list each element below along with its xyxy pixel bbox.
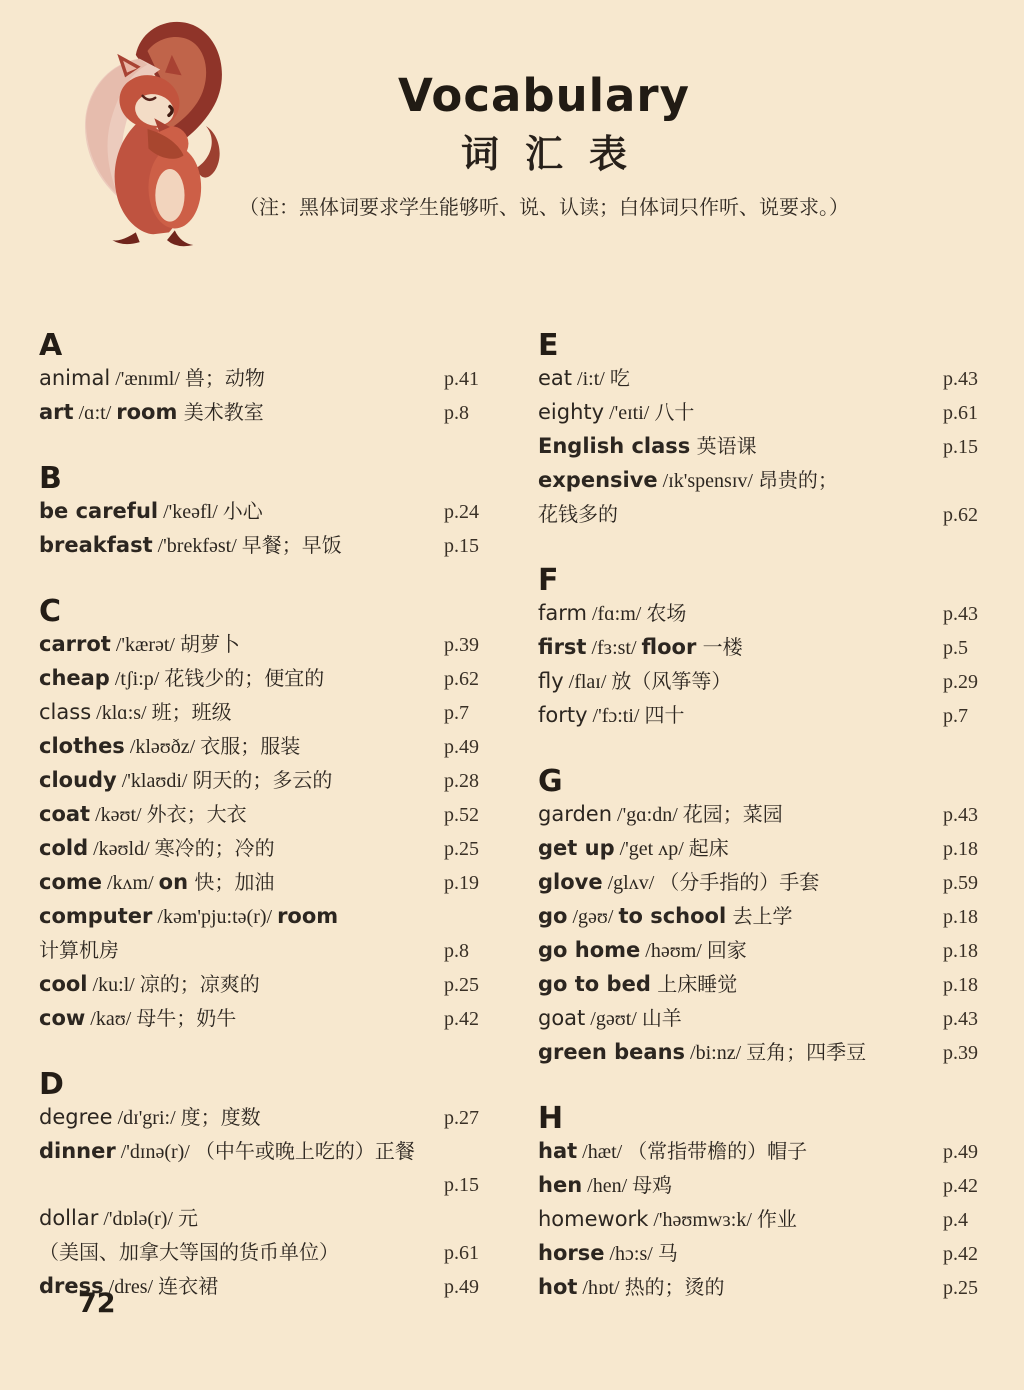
vocab-entry-line xyxy=(39,396,486,430)
vocab-entry-line xyxy=(39,628,486,662)
page-ref: p.18 xyxy=(943,838,978,860)
chinese-gloss: 豆角；四季豆 xyxy=(746,1040,867,1064)
vocab-entry-line xyxy=(39,968,486,1002)
entry-text xyxy=(538,464,943,498)
page-ref: p.62 xyxy=(943,504,978,526)
chinese-gloss: 阴天的；多云的 xyxy=(192,768,333,792)
word: dress xyxy=(39,1274,104,1298)
vocab-entry-line xyxy=(39,1002,486,1036)
entry-text xyxy=(39,1202,444,1236)
chinese-gloss: （常指带檐的）帽子 xyxy=(627,1139,808,1163)
phonetic: /fɑ:m/ xyxy=(586,603,647,625)
phonetic: /bi:nz/ xyxy=(685,1042,747,1064)
chinese-gloss: 回家 xyxy=(706,938,747,962)
usage-note: （注：黑体词要求学生能够听、说、认读；白体词只作听、说要求。） xyxy=(239,195,849,219)
entry-text xyxy=(39,696,444,730)
entry-text xyxy=(538,430,943,463)
page-ref: p.5 xyxy=(943,637,968,659)
page-ref: p.43 xyxy=(943,368,978,390)
page-ref: p.18 xyxy=(943,940,978,962)
vocab-entry-line xyxy=(39,900,486,934)
phonetic: /'ænɪml/ xyxy=(110,368,185,390)
word: degree xyxy=(39,1105,113,1129)
phonetic: /glʌv/ xyxy=(602,872,660,894)
vocab-entry-line xyxy=(538,1036,985,1070)
section-letter: D xyxy=(39,1067,64,1102)
vocab-columns xyxy=(0,330,1024,1305)
entry-text xyxy=(538,832,943,866)
page-ref: p.24 xyxy=(444,501,479,523)
chinese-gloss: 四十 xyxy=(644,703,685,727)
entry-text xyxy=(538,900,943,934)
entry-text xyxy=(39,362,444,396)
phonetic: /'həʊmwɜ:k/ xyxy=(648,1209,757,1231)
chinese-gloss: 英语课 xyxy=(690,434,757,458)
entry-text xyxy=(538,1002,943,1036)
chinese-gloss: 连衣裙 xyxy=(158,1274,219,1298)
chinese-gloss: 元 xyxy=(177,1206,198,1230)
page-ref: p.39 xyxy=(444,634,479,656)
chinese-gloss: 美术教室 xyxy=(177,400,264,424)
vocab-entry-line xyxy=(538,968,985,1002)
entry-text xyxy=(538,798,943,832)
section-letter: H xyxy=(538,1101,564,1136)
vocab-entry-line xyxy=(538,900,985,934)
word: cow xyxy=(39,1006,86,1030)
vocab-entry-line xyxy=(538,934,985,968)
chinese-gloss: 花钱少的；便宜的 xyxy=(164,666,325,690)
word: eighty xyxy=(538,400,605,424)
entry-text xyxy=(39,1236,444,1269)
vocab-entry-line xyxy=(39,1236,486,1270)
phonetic: /gəʊ/ xyxy=(567,906,619,928)
chinese-gloss: 作业 xyxy=(756,1207,797,1231)
chinese-gloss: 一楼 xyxy=(696,635,743,659)
page-ref: p.42 xyxy=(943,1243,978,1265)
page-ref: p.42 xyxy=(943,1175,978,1197)
word: computer xyxy=(39,904,153,928)
vocab-section-d xyxy=(39,1069,486,1304)
vocab-entry-line xyxy=(538,1002,985,1036)
vocab-entry-line xyxy=(538,597,985,631)
vocab-entry-line xyxy=(538,464,985,498)
vocab-section-f xyxy=(538,565,985,733)
vocab-entry-line xyxy=(39,798,486,832)
entry-text xyxy=(39,1002,444,1036)
vocab-section-b xyxy=(39,463,486,563)
chinese-gloss: 昂贵的； xyxy=(757,468,838,492)
word: to school xyxy=(618,904,727,928)
phonetic: /kləʊðz/ xyxy=(124,736,201,758)
chinese-gloss: 去上学 xyxy=(726,904,793,928)
word: goat xyxy=(538,1006,586,1030)
vocab-entry-line xyxy=(538,699,985,733)
phonetic: /fɜ:st/ xyxy=(586,637,642,659)
page-ref: p.43 xyxy=(943,1008,978,1030)
phonetic: /flaɪ/ xyxy=(563,671,612,693)
word: garden xyxy=(538,802,613,826)
chinese-gloss: 兽；动物 xyxy=(184,366,265,390)
squirrels-illustration xyxy=(50,10,245,248)
vocab-section-c xyxy=(39,596,486,1036)
word: animal xyxy=(39,366,111,390)
chinese-gloss: 快；加油 xyxy=(188,870,275,894)
entry-text xyxy=(39,662,444,696)
word: art xyxy=(39,400,74,424)
page-ref: p.49 xyxy=(444,1276,479,1298)
chinese-gloss: 早餐；早饭 xyxy=(241,533,342,557)
word: breakfast xyxy=(39,533,153,557)
entry-text xyxy=(39,832,444,866)
vocab-column xyxy=(538,330,985,1305)
section-letter: F xyxy=(538,563,559,598)
word: fly xyxy=(538,669,564,693)
phonetic: /'gɑ:dn/ xyxy=(612,804,683,826)
page-ref: p.61 xyxy=(943,402,978,424)
chinese-gloss: （分手指的）手套 xyxy=(659,870,820,894)
phonetic: /hɔ:s/ xyxy=(604,1243,658,1265)
word: floor xyxy=(641,635,697,659)
word: dinner xyxy=(39,1139,116,1163)
vocab-entry-line xyxy=(39,696,486,730)
chinese-gloss: （美国、加拿大等国的货币单位） xyxy=(39,1240,339,1264)
phonetic: /'brekfəst/ xyxy=(152,535,242,557)
phonetic: /'dɒlə(r)/ xyxy=(98,1208,178,1230)
vocab-column xyxy=(39,330,486,1305)
vocab-section-g xyxy=(538,766,985,1070)
page-ref: p.62 xyxy=(444,668,479,690)
vocab-section-e xyxy=(538,330,985,532)
page-ref: p.25 xyxy=(943,1277,978,1299)
word: go home xyxy=(538,938,641,962)
phonetic: /i:t/ xyxy=(572,368,610,390)
phonetic: /kaʊ/ xyxy=(85,1008,137,1030)
page-ref: p.27 xyxy=(444,1107,479,1129)
phonetic: /'get ʌp/ xyxy=(614,838,689,860)
chinese-gloss: 花钱多的 xyxy=(538,502,618,526)
vocab-entry-line xyxy=(39,1101,486,1135)
entry-text xyxy=(39,396,444,430)
phonetic: /gəʊt/ xyxy=(585,1008,642,1030)
word: green beans xyxy=(538,1040,686,1064)
vocab-entry-line xyxy=(39,495,486,529)
vocab-entry-line xyxy=(538,631,985,665)
chinese-gloss: 胡萝卜 xyxy=(179,632,240,656)
entry-text xyxy=(538,498,943,531)
entry-text xyxy=(538,1237,943,1271)
word: get up xyxy=(538,836,615,860)
vocab-entry-line xyxy=(538,362,985,396)
vocab-entry-line xyxy=(538,498,985,532)
page-subtitle-chinese: 词汇表 xyxy=(460,131,653,176)
entry-text xyxy=(39,968,444,1002)
vocab-entry-line xyxy=(538,396,985,430)
vocab-entry-line xyxy=(538,832,985,866)
phonetic: /hæt/ xyxy=(577,1141,628,1163)
chinese-gloss: 起床 xyxy=(688,836,729,860)
page-ref: p.4 xyxy=(943,1209,968,1231)
vocab-entry-line xyxy=(538,430,985,464)
phonetic: /'dɪnə(r)/ xyxy=(115,1141,195,1163)
vocab-section-a xyxy=(39,330,486,430)
word: clothes xyxy=(39,734,125,758)
word: horse xyxy=(538,1241,605,1265)
chinese-gloss: 花园；菜园 xyxy=(682,802,783,826)
entry-text xyxy=(538,1135,943,1169)
word: hot xyxy=(538,1275,578,1299)
phonetic: /ku:l/ xyxy=(87,974,140,996)
vocab-entry-line xyxy=(538,1203,985,1237)
entry-text xyxy=(39,1135,444,1169)
word: dollar xyxy=(39,1206,99,1230)
section-letter: A xyxy=(39,328,63,363)
page-ref: p.29 xyxy=(943,671,978,693)
phonetic: /kəʊt/ xyxy=(90,804,147,826)
word: farm xyxy=(538,601,587,625)
entry-text xyxy=(538,1036,943,1070)
vocab-entry-line xyxy=(39,866,486,900)
vocab-entry-line xyxy=(538,798,985,832)
chinese-gloss: （中午或晚上吃的）正餐 xyxy=(194,1139,415,1163)
entry-text xyxy=(538,362,943,396)
page-ref: p.43 xyxy=(943,603,978,625)
phonetic: /kəm'pju:tə(r)/ xyxy=(152,906,278,928)
word: on xyxy=(158,870,189,894)
section-letter: G xyxy=(538,764,563,799)
word: English class xyxy=(538,434,691,458)
chinese-gloss: 外衣；大衣 xyxy=(146,802,247,826)
phonetic: /klɑ:s/ xyxy=(91,702,152,724)
vocab-entry-line xyxy=(39,1135,486,1169)
entry-text xyxy=(538,866,943,900)
word: room xyxy=(116,400,178,424)
phonetic: /hɒt/ xyxy=(577,1277,625,1299)
entry-text xyxy=(538,1271,943,1305)
chinese-gloss: 农场 xyxy=(646,601,687,625)
vocab-entry-line xyxy=(39,934,486,968)
chinese-gloss: 小心 xyxy=(222,499,263,523)
chinese-gloss: 凉的；凉爽的 xyxy=(139,972,260,996)
folio-page-number: 72 xyxy=(78,1288,116,1319)
vocab-entry-line xyxy=(538,665,985,699)
chinese-gloss: 度；度数 xyxy=(180,1105,261,1129)
word: be careful xyxy=(39,499,159,523)
page-ref: p.43 xyxy=(943,804,978,826)
word: go to bed xyxy=(538,972,651,996)
entry-text xyxy=(39,495,444,529)
chinese-gloss: 八十 xyxy=(654,400,695,424)
entry-text xyxy=(538,665,943,699)
section-letter: B xyxy=(39,461,62,496)
page-ref: p.18 xyxy=(943,974,978,996)
phonetic: /'eɪti/ xyxy=(604,402,655,424)
page-ref: p.15 xyxy=(444,1174,479,1196)
page-ref: p.42 xyxy=(444,1008,479,1030)
chinese-gloss: 放（风筝等） xyxy=(611,669,732,693)
page-ref: p.7 xyxy=(444,702,469,724)
phonetic: /'keəfl/ xyxy=(158,501,223,523)
word: coat xyxy=(39,802,91,826)
page-ref: p.8 xyxy=(444,940,469,962)
vocab-entry-line xyxy=(39,832,486,866)
chinese-gloss: 母鸡 xyxy=(632,1173,673,1197)
word: hen xyxy=(538,1173,583,1197)
entry-text xyxy=(538,1203,943,1237)
vocab-entry-line xyxy=(538,866,985,900)
page-ref: p.41 xyxy=(444,368,479,390)
entry-text xyxy=(538,396,943,430)
word: cloudy xyxy=(39,768,117,792)
chinese-gloss: 寒冷的；冷的 xyxy=(154,836,275,860)
chinese-gloss: 衣服；服装 xyxy=(200,734,301,758)
word: class xyxy=(39,700,92,724)
page-ref: p.19 xyxy=(444,872,479,894)
page-ref: p.15 xyxy=(943,436,978,458)
phonetic: /dres/ xyxy=(103,1276,159,1298)
entry-text xyxy=(39,730,444,764)
section-letter: C xyxy=(39,594,62,629)
entry-text xyxy=(39,529,444,563)
vocab-entry-line xyxy=(538,1169,985,1203)
phonetic: /hen/ xyxy=(582,1175,633,1197)
word: go xyxy=(538,904,568,928)
entry-text xyxy=(39,628,444,662)
entry-text xyxy=(538,597,943,631)
entry-text xyxy=(538,699,943,733)
phonetic: /kəʊld/ xyxy=(88,838,155,860)
entry-text xyxy=(538,1169,943,1203)
chinese-gloss: 班；班级 xyxy=(151,700,232,724)
chinese-gloss: 热的；烫的 xyxy=(624,1275,725,1299)
entry-text xyxy=(39,764,444,798)
vocab-entry-line xyxy=(39,1202,486,1236)
page-ref: p.8 xyxy=(444,402,469,424)
entry-text xyxy=(39,798,444,832)
chinese-gloss: 计算机房 xyxy=(39,938,119,962)
word: come xyxy=(39,870,102,894)
phonetic: /ɑ:t/ xyxy=(73,402,117,424)
phonetic: /kʌm/ xyxy=(102,872,159,894)
page-ref: p.18 xyxy=(943,906,978,928)
page-title: Vocabulary xyxy=(398,69,690,122)
page-ref: p.59 xyxy=(943,872,978,894)
vocab-entry-line xyxy=(39,764,486,798)
vocab-entry-line xyxy=(39,362,486,396)
page-ref: p.7 xyxy=(943,705,968,727)
vocab-entry-line xyxy=(538,1271,985,1305)
word: first xyxy=(538,635,587,659)
word: room xyxy=(277,904,339,928)
word: glove xyxy=(538,870,603,894)
page-ref: p.52 xyxy=(444,804,479,826)
word: carrot xyxy=(39,632,111,656)
chinese-gloss: 上床睡觉 xyxy=(650,972,738,996)
vocab-section-h xyxy=(538,1103,985,1305)
vocab-entry-line xyxy=(538,1237,985,1271)
page-ref: p.39 xyxy=(943,1042,978,1064)
phonetic: /'klaʊdi/ xyxy=(116,770,193,792)
entry-text xyxy=(39,1101,444,1135)
page-ref: p.49 xyxy=(943,1141,978,1163)
phonetic: /'kærət/ xyxy=(110,634,180,656)
page-ref: p.61 xyxy=(444,1242,479,1264)
entry-text xyxy=(538,934,943,968)
entry-text xyxy=(39,900,444,934)
word: eat xyxy=(538,366,573,390)
word: cool xyxy=(39,972,88,996)
phonetic: /dɪ'gri:/ xyxy=(112,1107,181,1129)
phonetic: /ɪk'spensɪv/ xyxy=(657,470,758,492)
chinese-gloss: 山羊 xyxy=(641,1006,682,1030)
entry-text xyxy=(538,968,943,1001)
vocab-entry-line xyxy=(39,730,486,764)
phonetic: /tʃi:p/ xyxy=(109,668,165,690)
entry-text xyxy=(538,631,943,665)
vocab-entry-line xyxy=(39,529,486,563)
vocab-entry-line xyxy=(538,1135,985,1169)
section-letter: E xyxy=(538,328,559,363)
word: forty xyxy=(538,703,588,727)
phonetic: /həʊm/ xyxy=(640,940,707,962)
page-ref: p.28 xyxy=(444,770,479,792)
page-ref: p.25 xyxy=(444,974,479,996)
chinese-gloss: 吃 xyxy=(609,366,630,390)
entry-text xyxy=(39,934,444,967)
chinese-gloss: 母牛；奶牛 xyxy=(136,1006,237,1030)
phonetic: /'fɔ:ti/ xyxy=(587,705,645,727)
word: hat xyxy=(538,1139,578,1163)
page-ref: p.49 xyxy=(444,736,479,758)
word: homework xyxy=(538,1207,649,1231)
chinese-gloss: 马 xyxy=(657,1241,678,1265)
vocab-entry-line xyxy=(39,662,486,696)
page-ref: p.15 xyxy=(444,535,479,557)
vocab-entry-line xyxy=(39,1169,486,1202)
word: cheap xyxy=(39,666,110,690)
entry-text xyxy=(39,866,444,900)
page-ref: p.25 xyxy=(444,838,479,860)
word: cold xyxy=(39,836,89,860)
word: expensive xyxy=(538,468,658,492)
